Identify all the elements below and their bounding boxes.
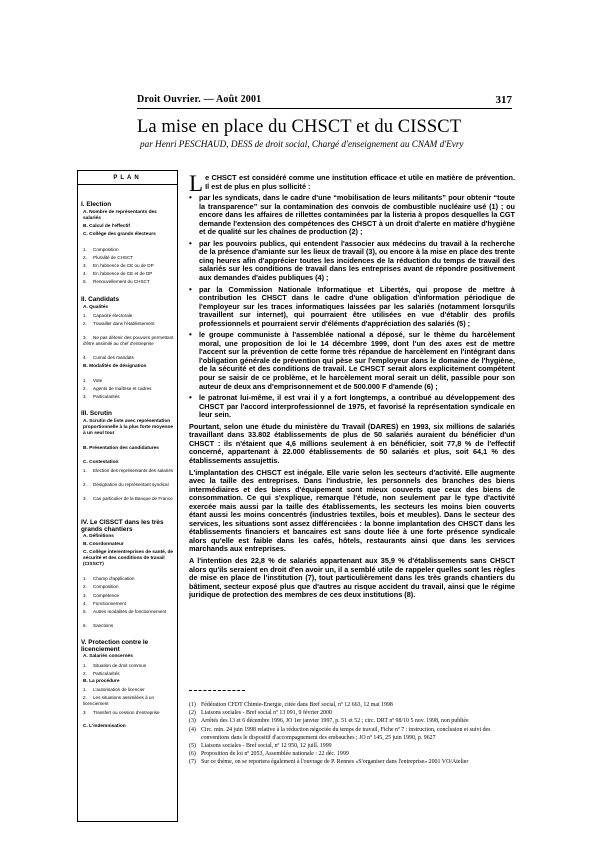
plan-item xyxy=(83,364,175,370)
plan-item-index: 3. xyxy=(83,709,87,715)
footnote-number: (4) xyxy=(189,726,196,733)
plan-item-text: Transfert ou cession d'entreprise xyxy=(93,709,160,715)
plan-item xyxy=(83,609,175,615)
plan-item-index: 1. xyxy=(83,687,87,693)
plan-item xyxy=(83,482,175,488)
plan-sidebar xyxy=(77,170,178,822)
plan-item xyxy=(83,305,175,311)
plan-item-text: Compétence xyxy=(93,592,120,598)
plan-item xyxy=(83,593,175,599)
plan-item-text: Capacité électorale xyxy=(93,312,133,318)
footnote xyxy=(189,750,514,758)
plan-item xyxy=(83,687,175,693)
footnote xyxy=(189,709,514,717)
plan-item-index: 1. xyxy=(83,246,87,252)
plan-item xyxy=(83,534,175,540)
plan-item-index: 2. xyxy=(83,321,87,326)
plan-item-text: A. Scrutin de liste avec représentation proportionnelle à la plus forte moyenne à un seul tour xyxy=(83,419,174,437)
footnote-text: Liaisons sociales - Bref social, nº 12 950, 12 juill. 1999 xyxy=(201,743,332,750)
footnote-text: Circ. min. 24 juin 1998 relative à la réduction négociée du temps de travail, Fiche nº 7 : instruction, conclusion et suivi des conventions dans le dispositif d'accompagnement des embauches ; JO nº 145, 25 juin 1990, p. 9627 xyxy=(201,726,491,741)
article-body xyxy=(189,171,515,603)
plan-item xyxy=(83,255,175,261)
plan-item xyxy=(83,460,175,466)
plan-item-text: Champ d'application xyxy=(93,576,135,582)
footnote-number: (3) xyxy=(189,718,196,725)
plan-item-text: Agents de maîtrise et cadres xyxy=(93,386,152,391)
plan-item xyxy=(83,386,175,392)
footnote-text: Fédération CFDT Chimie-Energie, citée dans Bref social, nº 12 663, 12 mai 1998 xyxy=(201,702,393,708)
plan-item-text: Election des représentants des salariés xyxy=(93,468,174,473)
plan-item xyxy=(83,394,175,400)
plan-item-text: C. L'indemnisation xyxy=(83,723,126,729)
plan-item-text: Composition xyxy=(93,584,119,590)
plan-item-text: C. Contestation xyxy=(83,459,119,465)
page-number: 317 xyxy=(495,94,512,106)
plan-item-index: 5. xyxy=(83,279,87,285)
plan-item xyxy=(83,279,175,285)
plan-item-text: B. Présentation des candidatures xyxy=(83,445,159,451)
intro-paragraph: e CHSCT est considéré comme une institution efficace et utile en matière de prévention. Il est de plus en plus sollicité : xyxy=(205,173,515,191)
footnote-number: (7) xyxy=(189,759,196,766)
plan-item-index: 3. xyxy=(83,394,87,400)
plan-item xyxy=(83,419,175,437)
plan-item-text: Les situations assimilées à un licenciement xyxy=(83,695,155,707)
footnote xyxy=(189,758,514,766)
plan-item-text: Sanctions xyxy=(93,623,114,629)
footnote xyxy=(189,742,514,750)
plan-item-index: 2. xyxy=(83,584,87,590)
bullet-item: • par la Commission Nationale Informatique et Libertés, qui propose de mettre à contribution les CHSCT dans le cadre d'une obligation d'information périodique de l'employeur sur les traces informatiques laissées par les salariés (notamment lorsqu'ils travaillent sur internet), qui pourraient être utilisées en vue d'établir des profils professionnels et pourraient servir d'éléments d'appréciation des salariés (5) ; xyxy=(189,286,515,329)
plan-item xyxy=(83,378,175,384)
plan-item-text: B. La procédure xyxy=(83,679,120,684)
plan-item-text: En l'absence de CE ou de DP xyxy=(93,263,154,268)
plan-section-heading: II. Candidats xyxy=(81,295,119,303)
plan-item xyxy=(83,496,175,502)
plan-item-text: B. Coordonnateur xyxy=(83,541,124,547)
plan-item-index: 3. xyxy=(83,335,87,341)
plan-item-index: 4. xyxy=(83,355,87,361)
plan-item-text: A. Définitions xyxy=(83,533,114,539)
plan-item-index: 1. xyxy=(83,576,87,582)
plan-item-text: Situation de droit commun xyxy=(93,662,147,668)
body-paragraph: A l'intention des 22,8 % de salariés appartenant aux 35,9 % d'établissements sans CHSCT alors qu'ils seraient en droit d'en avoir un, il a semblé utile de rappeler quelles sont les règles de mise en place de l'institution (7), tout particulièrement dans les très grands chantiers du bâtiment, secteur exposé plus que d'autres au risque accident du travail, ainsi que le régime juridique de protection des membres de ces deux institutions (8). xyxy=(189,555,515,600)
plan-section-heading: IV. Le CISSCT dans les très grands chantiers xyxy=(81,518,164,533)
plan-item xyxy=(83,446,175,452)
plan-item xyxy=(83,724,175,730)
plan-item xyxy=(83,335,175,347)
plan-item-index: 3. xyxy=(83,263,87,268)
plan-item xyxy=(83,224,175,230)
plan-item-index: 2. xyxy=(83,670,87,676)
plan-item xyxy=(83,271,175,277)
footnote xyxy=(189,717,514,725)
plan-item xyxy=(83,232,175,238)
footnote xyxy=(189,701,514,709)
plan-item xyxy=(83,247,175,253)
plan-item xyxy=(83,263,175,269)
plan-item-text: Particularités xyxy=(93,394,120,400)
plan-item-text: Autres modalités de fonctionnement xyxy=(93,609,167,614)
plan-item-text: B. Modalités de désignation xyxy=(83,363,147,369)
plan-item-text: Travailler dans l'établissement xyxy=(93,321,155,326)
plan-item-index: 4. xyxy=(83,271,87,277)
plan-item-text: Renouvellement du CHSCT xyxy=(93,279,150,285)
plan-item xyxy=(83,542,175,548)
plan-item xyxy=(83,679,175,685)
header-divider xyxy=(137,108,512,109)
plan-section-heading: I. Election xyxy=(81,201,112,208)
bullet-item: • le patronat lui-même, il est vrai il y a fort longtemps, a contribué au développement des CHSCT par l'accord interprofessionnel de 1975, et favorisé la représentation syndicale en leur sein. xyxy=(189,394,515,420)
plan-item xyxy=(83,584,175,590)
plan-item-text: Fonctionnement xyxy=(93,600,126,606)
plan-item-index: 1. xyxy=(83,377,87,383)
plan-item xyxy=(83,663,175,669)
plan-item xyxy=(83,355,175,361)
plan-item xyxy=(83,601,175,607)
plan-item xyxy=(83,654,175,660)
plan-item-index: 4. xyxy=(83,600,87,606)
plan-item-text: A. Nombre de représentants des salariés xyxy=(83,210,157,221)
body-paragraph: Pourtant, selon une étude du ministère du Travail (DARES) en 1993, six millions de salariés travaillant dans 33.802 établissements de plus de 50 salariés auraient du bénéficier d'un CHSCT : ils n'étaient que 4,6 millions seulement à en bénéficier, soit 77,8 % de l'effectif concerné, appartenant à 22.000 établissements de 50 salariés et plus, soit 64,1 % des établissements assujettis. xyxy=(189,421,515,465)
plan-item-index: 2. xyxy=(83,386,87,391)
plan-item xyxy=(83,321,175,327)
footnote-text: Liaisons sociales - Bref social nº 13 091, 9 février 2000 xyxy=(201,710,332,717)
plan-item-index: 3. xyxy=(83,592,87,598)
plan-item-text: B. Calcul de l'effectif xyxy=(83,224,130,230)
plan-item-text: Cas particulier de la Banque de France xyxy=(93,496,173,502)
plan-item-index: 2. xyxy=(83,254,87,260)
plan-item-text: Cumul des mandats xyxy=(93,355,134,361)
plan-item-text: L'autorisation de licencier xyxy=(93,687,145,693)
plan-item-index: 3. xyxy=(83,496,87,502)
plan-section-heading: III. Scrutin xyxy=(81,410,112,418)
plan-item-text: Vote xyxy=(93,377,103,383)
plan-item xyxy=(83,468,175,474)
footnote-text: Proposition de loi nº 2053, Assemblée nationale : 22 déc. 1999 xyxy=(201,751,349,758)
plan-item xyxy=(83,313,175,319)
plan-item-index: 5. xyxy=(83,609,87,614)
plan-item xyxy=(83,671,175,677)
plan-item-text: C. Collège interentreprises de santé, de sécurité et des conditions de travail (CISSCT) xyxy=(83,550,174,567)
plan-item-text: En l'absence de CE et de DP xyxy=(93,271,153,277)
plan-item xyxy=(83,695,175,707)
plan-item-index: 1. xyxy=(83,312,87,318)
plan-item-text: Ne pas détenir des pouvoirs permettant d'être assimilé au chef d'entreprise xyxy=(83,335,174,347)
plan-item-text: A. Qualités xyxy=(83,304,109,310)
plan-title: PLAN xyxy=(113,175,142,181)
bullet-item: • par les syndicats, dans le cadre d'une “mobilisation de leurs militants” pour obtenir “toute la transparence” sur la contamination des convois de combustible nucléaire usé (1) ; ou encore dans les affaires de rillettes contaminées par la listeria à propos desquelles la CGT demande l'extension des compétences des CHSCT à un droit d'alerte en matière d'hygiène et de qualité sur les chaînes de production (2) ; xyxy=(189,194,515,237)
plan-item xyxy=(83,210,175,222)
plan-item-index: 2. xyxy=(83,695,87,701)
plan-item-text: Désignation du représentant syndical xyxy=(93,482,169,488)
footnote-text: Sur ce thème, on se reportera également à l'ouvrage de P. Rennes «S'organiser dans l'entreprise» 2001 VO/Atelier xyxy=(201,759,469,766)
drop-cap: L xyxy=(189,171,204,196)
plan-section-heading: V. Protection contre le licenciement xyxy=(81,639,149,654)
bullet-item: • le groupe communiste à l'assemblée national a déposé, sur le thème du harcèlement moral, une proposition de loi le 14 décembre 1999, dont l'un des axes est de mettre l'accent sur la prévention de cette forme très répandue de harcèlement en l'intégrant dans l'obligation générale de prévention qui pèse sur l'employeur dans le domaine de l'hygiène, de la sécurité et des conditions de travail. Le CHSCT serait alors explicitement compétent pour se saisir de ce problème, et le harcèlement moral serait un délit, passible pour son auteur de deux ans d'emprisonnement et de 500.000 F d'amende (6) ; xyxy=(189,331,515,391)
article-byline: par Henri PESCHAUD, DESS de droit social, Chargé d'enseignement au CNAM d'Evry xyxy=(140,139,464,149)
footnote-number: (6) xyxy=(189,751,196,758)
plan-item-text: A. Salariés concernés xyxy=(83,654,133,660)
plan-item-index: 1. xyxy=(83,468,87,473)
plan-item xyxy=(83,576,175,582)
footnotes xyxy=(189,701,514,767)
footnote-separator xyxy=(189,690,245,691)
body-paragraph: L'implantation des CHSCT est inégale. Elle varie selon les secteurs d'activité. Elle augmente avec la taille des entreprises. Dans l'industrie, les personnels des branches des biens intermédiaires et des biens d'équipement sont mieux couverts que ceux des biens de consommation. Ce qui s'explique, remarque l'étude, non seulement par le type d'activité exercée mais aussi par la taille des établissements, les secteurs les moins bien couverts étant aussi les moins concentrés (industries textiles, bois et meubles). Dans le secteur des services, les situations sont assez différenciées : la bonne implantation des CHSCT dans les établissements financiers et bancaires est sans doute liée à une forte présence syndicale alors qu'elle est faible dans les cafés, hôtels, restaurants ainsi que dans les services marchands aux entreprises. xyxy=(189,467,515,554)
plan-item xyxy=(83,550,175,568)
plan-item-text: Composition xyxy=(93,246,119,252)
article-title: La mise en place du CHSCT et du CISSCT xyxy=(137,117,462,137)
journal-title: Droit Ouvrier. — Août 2001 xyxy=(137,94,262,105)
footnote-text: Arrêtés des 13 et 6 décembre 1996, JO 1er janvier 1997, p. 51 et 52 ; circ. DRT nº 98/10 5 nov. 1998, non publiée xyxy=(201,718,469,725)
footnote-number: (5) xyxy=(189,743,196,750)
plan-item xyxy=(83,710,175,716)
plan-item xyxy=(83,623,175,629)
plan-item-index: 6. xyxy=(83,623,87,629)
footnote-number: (1) xyxy=(189,702,196,708)
footnote xyxy=(189,726,514,742)
plan-item-index: 1. xyxy=(83,662,87,668)
plan-item-text: C. Collège des grands électeurs xyxy=(83,232,156,238)
plan-divider xyxy=(78,184,177,185)
plan-item-text: Pluralité de CHSCT xyxy=(93,254,134,260)
plan-item-index: 2. xyxy=(83,482,87,488)
plan-item-text: Particularités xyxy=(93,670,120,676)
bullet-item: • par les pouvoirs publics, qui entendent l'associer aux médecins du travail à la recherche de la présence d'amiante sur les lieux de travail (3), ou encore à la mise en place des trente cinq heures afin d'apprécier toutes les incidences de la réduction du temps de travail des salariés sur les conditions de travail dans les entreprises avant de répondre positivement aux demandes d'aides publiques (4) ; xyxy=(189,240,515,283)
footnote-number: (2) xyxy=(189,710,196,717)
